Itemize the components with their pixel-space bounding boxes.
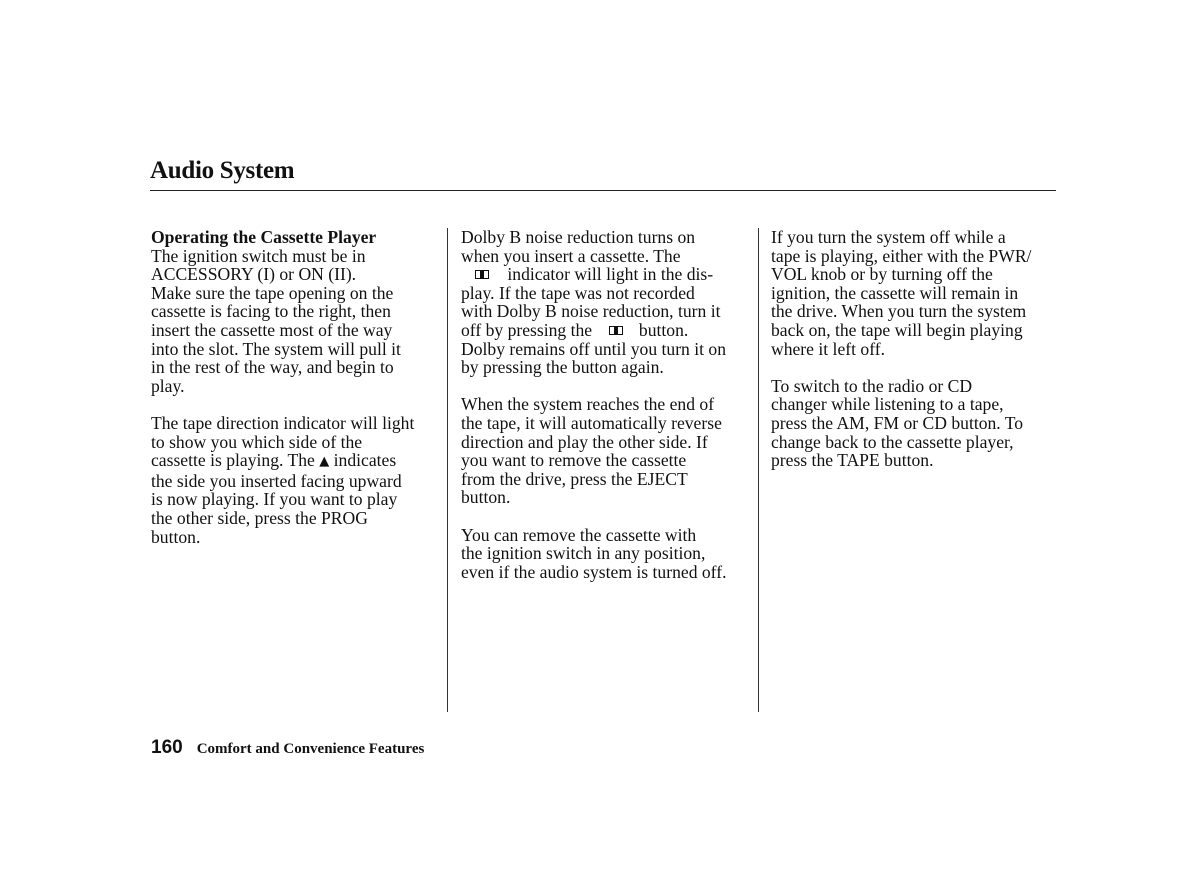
text-line: Dolby B noise reduction turns on bbox=[461, 227, 696, 247]
text-line: ignition, the cassette will remain in bbox=[771, 282, 1019, 303]
text-line: changer while listening to a tape, bbox=[771, 394, 1004, 415]
text-fragment: cassette is playing. The bbox=[151, 450, 320, 471]
text-fragment: indicator will light in the dis- bbox=[503, 264, 714, 285]
text-line: VOL knob or by turning off the bbox=[771, 264, 993, 285]
text-line: play. bbox=[151, 375, 185, 396]
column-divider-1 bbox=[447, 228, 448, 712]
text-line: You can remove the cassette with bbox=[461, 524, 697, 545]
text-line: Make sure the tape opening on the bbox=[151, 282, 394, 303]
page-number: 160 bbox=[151, 737, 183, 758]
text-line: ACCESSORY (I) or ON (II). bbox=[151, 264, 357, 285]
text-line bbox=[461, 265, 753, 284]
text-line: press the AM, FM or CD button. To bbox=[771, 412, 1024, 433]
text-line: The tape direction indicator will light bbox=[151, 412, 415, 433]
text-line bbox=[151, 451, 443, 472]
section-heading: Operating the Cassette Player bbox=[151, 227, 377, 247]
col2-para-1 bbox=[461, 228, 753, 377]
page-title: Audio System bbox=[150, 157, 295, 184]
text-line: you want to remove the cassette bbox=[461, 450, 687, 471]
col1-para-1 bbox=[151, 228, 443, 395]
text-line: button. bbox=[461, 487, 511, 508]
column-3 bbox=[771, 228, 1063, 488]
text-fragment: button. bbox=[634, 319, 689, 340]
text-line: the other side, press the PROG bbox=[151, 507, 368, 528]
column-2 bbox=[461, 228, 753, 600]
text-line: The ignition switch must be in bbox=[151, 245, 366, 266]
text-line: even if the audio system is turned off. bbox=[461, 561, 727, 582]
column-divider-2 bbox=[758, 228, 759, 712]
col2-para-2 bbox=[461, 395, 753, 507]
text-line: insert the cassette most of the way bbox=[151, 319, 393, 340]
page-footer bbox=[151, 737, 424, 763]
text-line: To switch to the radio or CD bbox=[771, 375, 973, 396]
text-line: the tape, it will automatically reverse bbox=[461, 412, 722, 433]
text-line: direction and play the other side. If bbox=[461, 431, 708, 452]
text-line: from the drive, press the EJECT bbox=[461, 468, 688, 489]
text-line: the side you inserted facing upward bbox=[151, 470, 402, 491]
text-line: tape is playing, either with the PWR/ bbox=[771, 245, 1032, 266]
text-line: play. If the tape was not recorded bbox=[461, 282, 695, 303]
text-line: to show you which side of the bbox=[151, 431, 363, 452]
title-rule bbox=[150, 190, 1056, 191]
text-line: When the system reaches the end of bbox=[461, 394, 715, 415]
dolby-nr-symbol-icon bbox=[609, 326, 623, 335]
text-line: in the rest of the way, and begin to bbox=[151, 357, 394, 378]
text-line: the ignition switch in any position, bbox=[461, 543, 706, 564]
dolby-nr-symbol-icon bbox=[475, 270, 489, 279]
up-triangle-icon: ▲ bbox=[319, 454, 330, 470]
text-line: button. bbox=[151, 526, 201, 547]
section-name: Comfort and Convenience Features bbox=[196, 741, 425, 757]
text-line: back on, the tape will begin playing bbox=[771, 319, 1023, 340]
text-line: Dolby remains off until you turn it on bbox=[461, 338, 727, 359]
text-line: where it left off. bbox=[771, 338, 885, 359]
text-line: into the slot. The system will pull it bbox=[151, 338, 401, 359]
col2-para-3 bbox=[461, 526, 753, 582]
col1-para-2 bbox=[151, 414, 443, 546]
text-line: press the TAPE button. bbox=[771, 450, 934, 471]
text-fragment: off by pressing the bbox=[461, 319, 597, 340]
text-line bbox=[461, 321, 753, 340]
text-line: If you turn the system off while a bbox=[771, 227, 1006, 247]
text-fragment: indicates bbox=[329, 450, 397, 471]
text-line: when you insert a cassette. The bbox=[461, 245, 681, 266]
text-line: the drive. When you turn the system bbox=[771, 301, 1027, 322]
text-line: with Dolby B noise reduction, turn it bbox=[461, 301, 721, 322]
column-1 bbox=[151, 228, 443, 565]
col3-para-2 bbox=[771, 377, 1063, 470]
text-line: change back to the cassette player, bbox=[771, 431, 1014, 452]
col3-para-1 bbox=[771, 228, 1063, 358]
text-line: is now playing. If you want to play bbox=[151, 489, 398, 510]
text-line: cassette is facing to the right, then bbox=[151, 301, 391, 322]
text-line: by pressing the button again. bbox=[461, 357, 664, 378]
